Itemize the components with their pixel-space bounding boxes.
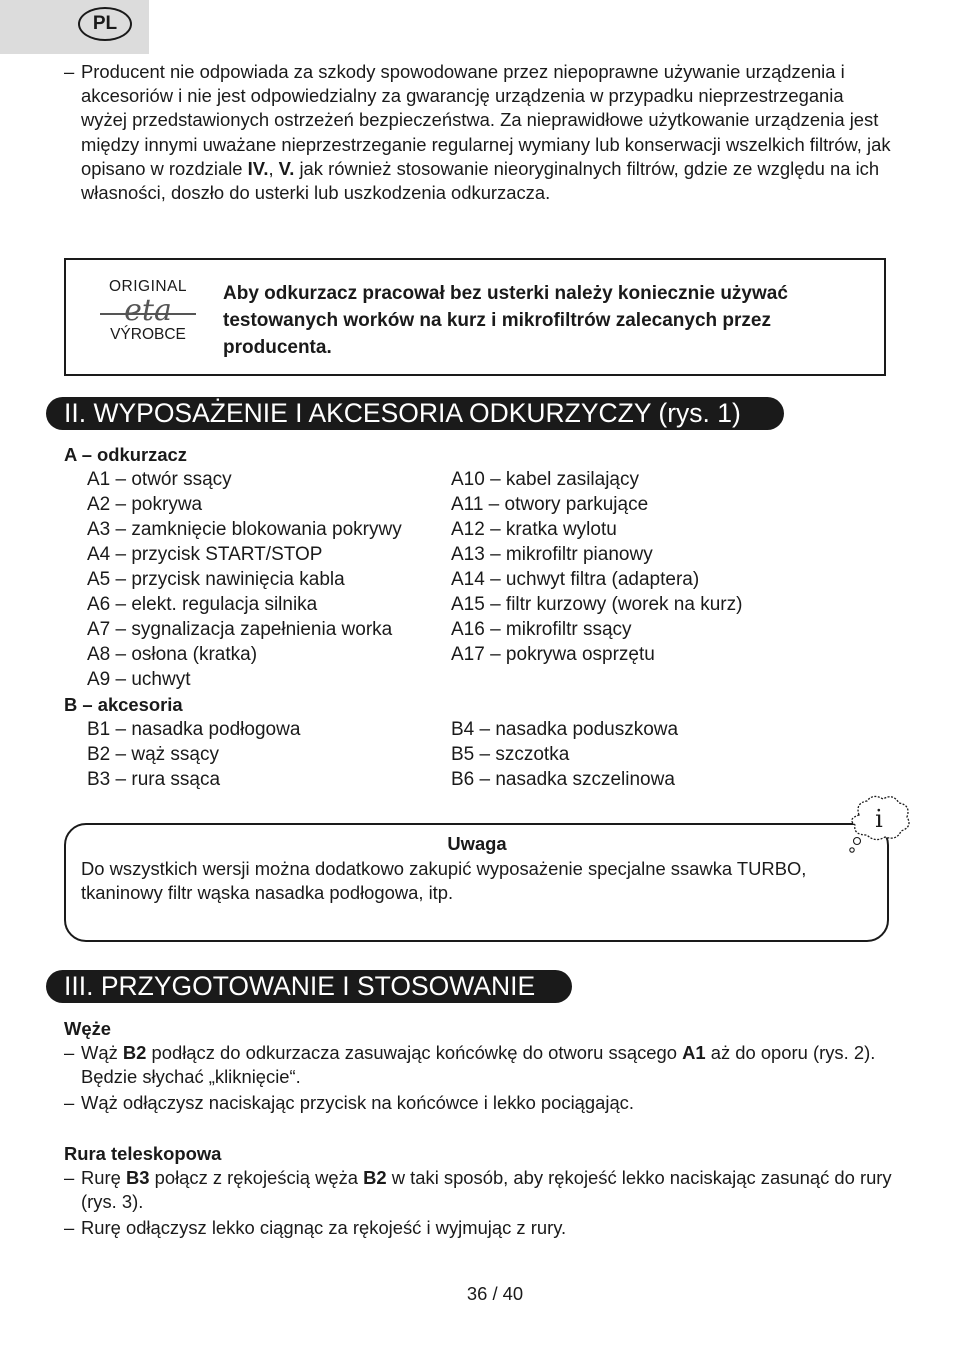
list-item: B5 – szczotka [451, 744, 570, 765]
original-parts-notice [64, 258, 886, 376]
hoses-item-1 [64, 1041, 894, 1089]
text-part: w taki sposób, aby rękojeść lekko naciskając zasunąć do rury (rys. 3). [81, 1167, 892, 1213]
group-a-title: A – odkurzacz [64, 444, 187, 465]
group-a-right-list [451, 467, 742, 667]
language-badge: PL [78, 7, 132, 41]
intro-paragraph [64, 60, 894, 205]
list-item: A11 – otwory parkujące [451, 494, 649, 515]
info-icon [845, 795, 913, 857]
hoses-item-1-text [64, 1041, 894, 1089]
group-b-title: B – akcesoria [64, 694, 183, 715]
list-item: B4 – nasadka poduszkowa [451, 719, 679, 740]
group-b-left-list [87, 717, 300, 792]
list-item: B2 – wąż ssący [87, 744, 219, 765]
note-text: Do wszystkich wersji można dodatkowo zakupić wyposażenie specjalne ssawka TURBO, tkaninowy filtr wąska nasadka podłogowa, itp. [81, 858, 807, 904]
list-item: A8 – osłona (kratka) [87, 644, 258, 665]
intro-text-part: jak również stosowanie nieoryginalnych filtrów, gdzie ze względu na ich własności, doszło do usterki lub uszkodzenia odkurzacza. [81, 157, 880, 204]
svg-text:eta: eta [124, 296, 172, 326]
page-number: 36 / 40 [466, 1283, 524, 1304]
tube-item-2 [64, 1216, 894, 1240]
text-part: aż do oporu (rys. 2). Będzie słychać „kliknięcie“. [81, 1042, 876, 1088]
bullet-dash: – [64, 1092, 75, 1113]
list-item: B6 – nasadka szczelinowa [451, 769, 675, 790]
list-item: A16 – mikrofiltr ssący [451, 619, 632, 640]
section-heading-equipment: II. WYPOSAŻENIE I AKCESORIA ODKURZYCZY (rys. 1) [46, 397, 784, 430]
tube-item-2-text: Rurę odłączysz lekko ciągnąc za rękojeść i wyjmując z rury. [81, 1217, 567, 1238]
list-item: A9 – uchwyt [87, 669, 191, 690]
list-item: B3 – rura ssąca [87, 769, 221, 790]
list-item: A1 – otwór ssący [87, 469, 232, 490]
chapter-ref: V. [278, 157, 295, 179]
bullet-dash: – [64, 1042, 75, 1063]
tube-item-1 [64, 1166, 894, 1214]
list-item: A15 – filtr kurzowy (worek na kurz) [451, 594, 743, 615]
part-ref: B2 [122, 1042, 147, 1063]
telescopic-tube-title: Rura teleskopowa [64, 1143, 222, 1164]
eta-original-logo [96, 276, 200, 358]
bullet-dash: – [64, 1167, 75, 1188]
chapter-ref: IV. [247, 157, 269, 179]
info-glyph: i [875, 805, 883, 833]
notice-text: Aby odkurzacz pracował bez usterki należy koniecznie używać testowanych worków na kurz i mikrofiltrów zalecanych przez producenta. [223, 283, 788, 358]
list-item: A7 – sygnalizacja zapełnienia worka [87, 619, 393, 640]
tube-item-1-text [64, 1166, 894, 1214]
list-item: A3 – zamknięcie blokowania pokrywy [87, 519, 402, 540]
list-item: A14 – uchwyt filtra (adaptera) [451, 569, 700, 590]
eta-logo-icon [98, 296, 198, 326]
list-item: A2 – pokrywa [87, 494, 203, 515]
list-item: A13 – mikrofiltr pianowy [451, 544, 653, 565]
logo-top-text: ORIGINAL [108, 278, 188, 295]
note-title: Uwaga [447, 833, 507, 854]
list-item: A10 – kabel zasilający [451, 469, 639, 490]
bullet-dash: – [64, 1217, 75, 1238]
group-a-left-list [87, 467, 402, 692]
list-item: A4 – przycisk START/STOP [87, 544, 323, 565]
intro-text-part: Producent nie odpowiada za szkody spowodowane przez niepoprawne używanie urządzenia i akcesoriów i nie jest odpowiedzialny za gwarancję urządzenia w przypadku nieprzestrzegania wyżej przedstawionych ostrzeżeń bezpieczeństwa. Za nieprawidłowe użytkowanie urządzenia jest między innymi uważane nieprzestrzeganie regularnej wymiany lub konserwacji wszelkich filtrów, jak opisano w rozdziale [81, 61, 891, 179]
list-item: A5 – przycisk nawinięcia kabla [87, 569, 345, 590]
intro-text [64, 60, 894, 205]
text-part: Wąż [81, 1042, 123, 1063]
section-heading-preparation: III. PRZYGOTOWANIE I STOSOWANIE [46, 970, 572, 1003]
bullet-dash: – [64, 61, 75, 82]
list-item: A6 – elekt. regulacja silnika [87, 594, 318, 615]
part-ref: B3 [125, 1167, 150, 1188]
note-box [64, 823, 889, 942]
hoses-item-2-text: Wąż odłączysz naciskając przycisk na końcówce i lekko pociągając. [81, 1092, 634, 1113]
part-ref: B2 [363, 1167, 387, 1188]
text-part: podłącz do odkurzacza zasuwając końcówkę do otworu ssącego [146, 1042, 683, 1063]
intro-sep: , [268, 157, 279, 179]
group-b-right-list [451, 717, 678, 792]
hoses-item-2 [64, 1091, 894, 1115]
text-part: połącz z rękojeścią węża [149, 1167, 364, 1188]
list-item: B1 – nasadka podłogowa [87, 719, 301, 740]
list-item: A12 – kratka wylotu [451, 519, 617, 540]
part-ref: A1 [682, 1042, 706, 1063]
list-item: A17 – pokrywa osprzętu [451, 644, 655, 665]
hoses-title: Węże [64, 1018, 112, 1039]
logo-bottom-text: VÝROBCE [110, 326, 186, 343]
text-part: Rurę [81, 1167, 126, 1188]
